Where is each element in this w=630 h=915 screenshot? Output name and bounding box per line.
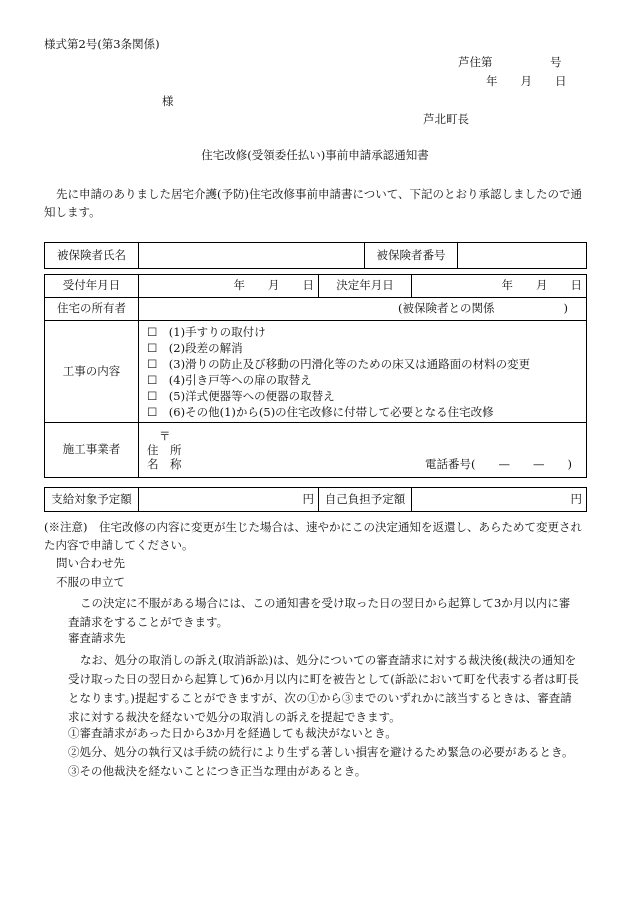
work-content-label: 工事の内容 [45, 321, 139, 423]
work-item-handrail[interactable]: ☐ (1)手すりの取付け [147, 324, 266, 339]
form-number: 様式第2号(第3条関係) [44, 37, 160, 51]
owner-label: 住宅の所有者 [45, 298, 139, 321]
insured-name-label: 被保険者氏名 [45, 243, 139, 269]
decided-date-label: 決定年月日 [319, 275, 412, 298]
issuer: 芦北町長 [423, 112, 469, 126]
issue-date: 年 月 日 [486, 74, 567, 88]
document-number: 芦住第 号 [458, 55, 562, 69]
work-item-other[interactable]: ☐ (6)その他(1)から(5)の住宅改修に付帯して必要となる住宅改修 [147, 404, 494, 419]
document-title: 住宅改修(受領委任払い)事前申請承認通知書 [201, 148, 429, 162]
postal-mark: 〒 [159, 429, 171, 443]
insured-number-label: 被保険者番号 [365, 243, 458, 269]
contractor-address-label: 住 所 [147, 443, 182, 457]
insured-number-cell[interactable] [458, 243, 587, 269]
recipient-honorific: 様 [162, 94, 174, 108]
received-date-label: 受付年月日 [45, 275, 139, 298]
caution-note: (※注意) 住宅改修の内容に変更が生じた場合は、速やかにこの決定通知を返還し、あらためて変更された内容で申請してください。 [44, 520, 582, 552]
self-pay-value[interactable]: 円 [412, 488, 587, 512]
insured-info-table [44, 242, 587, 269]
work-item-step[interactable]: ☐ (2)段差の解消 [147, 340, 243, 355]
contractor-cell[interactable] [139, 423, 587, 478]
exception-item-2: ②処分、処分の執行又は手続の続行により生ずる著しい損害を避けるため緊急の必要があるとき。 [68, 745, 574, 759]
objection-text: この決定に不服がある場合には、この通知書を受け取った日の翌日から起算して3か月以内に審査請求をすることができます。 [68, 596, 571, 629]
review-heading: 審査請求先 [68, 631, 126, 645]
work-content-cell [139, 321, 587, 423]
payment-amount-label: 支給対象予定額 [45, 488, 139, 512]
renovation-details-table [44, 274, 587, 478]
contractor-phone: 電話番号( — — ) [425, 457, 572, 472]
review-text: なお、処分の取消しの訴え(取消訴訟)は、処分についての審査請求に対する裁決後(裁決の通知を受け取った日の翌日から起算して)6か月以内に町を被告として(訴訟において町を代表する者は町長となります。)提起することができますが、次の①から③までのいずれかに該当するときは、審査請求に対する裁決を経ないで処分の取消しの訴えを提起できます。 [68, 653, 579, 724]
decided-date-value[interactable]: 年 月 日 [412, 275, 587, 298]
work-item-door[interactable]: ☐ (4)引き戸等への扉の取替え [147, 372, 312, 387]
exception-item-3: ③その他裁決を経ないことにつき正当な理由があるとき。 [68, 764, 367, 778]
contractor-name-label: 名 称 [147, 457, 182, 471]
payment-table [44, 487, 587, 512]
exception-item-1: ①審査請求があった日から3か月を経過しても裁決がないとき。 [68, 726, 397, 740]
work-item-floor[interactable]: ☐ (3)滑りの防止及び移動の円滑化等のための床又は通路面の材料の変更 [147, 356, 531, 371]
insured-name-cell[interactable] [139, 243, 365, 269]
work-items-list [147, 324, 582, 420]
self-pay-label: 自己負担予定額 [319, 488, 412, 512]
inquiry-heading: 問い合わせ先 [56, 556, 125, 570]
owner-relation[interactable]: (被保険者との関係 ) [139, 298, 587, 321]
objection-heading: 不服の申立て [56, 575, 125, 589]
intro-paragraph: 先に申請のありました居宅介護(予防)住宅改修事前申請書について、下記のとおり承認しましたので通知します。 [44, 187, 583, 219]
work-item-toilet[interactable]: ☐ (5)洋式便器等への便器の取替え [147, 388, 335, 403]
contractor-label: 施工事業者 [45, 423, 139, 478]
received-date-value[interactable]: 年 月 日 [139, 275, 319, 298]
payment-amount-value[interactable]: 円 [139, 488, 319, 512]
